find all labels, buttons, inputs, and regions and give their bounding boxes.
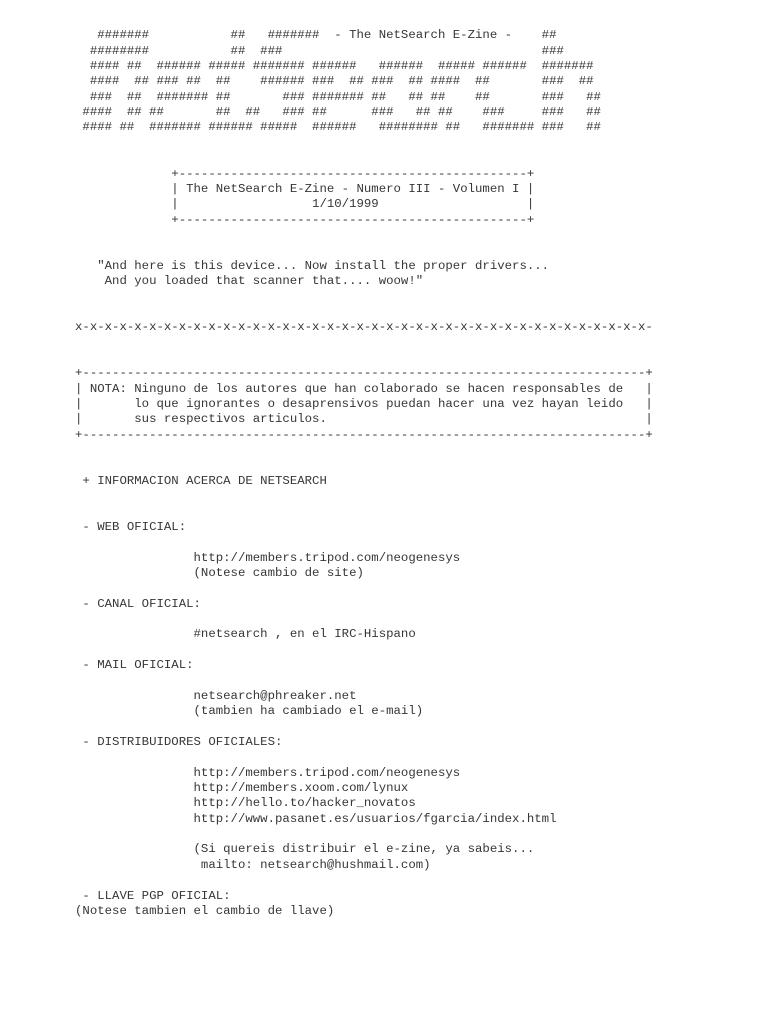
issue-box-border-bottom: +-----------------------------------------------+ [171, 212, 535, 227]
issue-box-border-top: +-----------------------------------------------+ [171, 166, 535, 181]
banner-art-line: ######## ## ### ### [89, 43, 564, 58]
distributors-note-line: (Si quereis distribuir el e-zine, ya sabeis... [193, 842, 535, 857]
distributor-url: http://www.pasanet.es/usuarios/fgarcia/index.html [193, 811, 557, 826]
mail-label: - MAIL OFICIAL: [82, 658, 194, 673]
banner-art-line: #### ## ## ## ## ### ## ### ## ## ### ### ## [82, 105, 601, 120]
channel-value: #netsearch , en el IRC-Hispano [193, 627, 416, 642]
quote-line: And you loaded that scanner that.... woow!" [104, 274, 424, 289]
pgp-key-label: - LLAVE PGP OFICIAL: [82, 888, 231, 903]
channel-label: - CANAL OFICIAL: [82, 596, 201, 611]
mail-address: netsearch@phreaker.net [193, 688, 357, 703]
distributor-url: http://hello.to/hacker_novatos [193, 796, 416, 811]
separator-line: x-x-x-x-x-x-x-x-x-x-x-x-x-x-x-x-x-x-x-x-x-x-x-x-x-x-x-x-x-x-x-x-x-x-x-x-x-x-x- [75, 320, 653, 335]
distributor-url: http://members.xoom.com/lynux [193, 781, 409, 795]
pgp-key-note: (Notese tambien el cambio de llave) [75, 903, 335, 918]
issue-date-line: | 1/10/1999 | [171, 197, 535, 212]
web-note: (Notese cambio de site) [193, 565, 364, 580]
quote-line: "And here is this device... Now install the proper drivers... [97, 258, 550, 273]
disclaimer-line: | NOTA: Ninguno de los autores que han colaborado se hacen responsables de | [75, 381, 653, 396]
banner-art-line: ### ## ####### ## ### ####### ## ## ## ## ### ## [89, 89, 601, 104]
ezine-text-document [75, 28, 653, 919]
disclaimer-box-border-top: +----------------------------------------------------------------------------+ [75, 366, 653, 381]
banner-art-line-title: ####### ## ####### - The NetSearch E-Zine - ## [97, 28, 557, 43]
banner-art-line: #### ## ### ## ## ###### ### ## ### ## #### ## ### ## [89, 74, 594, 89]
disclaimer-box-border-bottom: +----------------------------------------------------------------------------+ [75, 427, 653, 442]
distributor-url: http://members.tripod.com/neogenesys [193, 765, 461, 780]
info-heading: + INFORMACION ACERCA DE NETSEARCH [82, 473, 327, 488]
disclaimer-line: | sus respectivos articulos. | [75, 412, 653, 427]
banner-art-line: #### ## ###### ##### ####### ###### ###### ##### ###### ####### [89, 59, 594, 74]
disclaimer-line: | lo que ignorantes o desaprensivos puedan hacer una vez hayan leido | [75, 396, 653, 411]
web-url: http://members.tripod.com/neogenesys [193, 550, 461, 565]
issue-title-line: | The NetSearch E-Zine - Numero III - Volumen I | [171, 181, 535, 196]
web-label: - WEB OFICIAL: [82, 519, 187, 534]
distributors-note-line: mailto: netsearch@hushmail.com) [200, 857, 431, 872]
distributors-label: - DISTRIBUIDORES OFICIALES: [82, 734, 283, 749]
mail-note: (tambien ha cambiado el e-mail) [193, 704, 424, 719]
banner-art-line: #### ## ####### ###### ##### ###### ######## ## ####### ### ## [82, 120, 601, 135]
